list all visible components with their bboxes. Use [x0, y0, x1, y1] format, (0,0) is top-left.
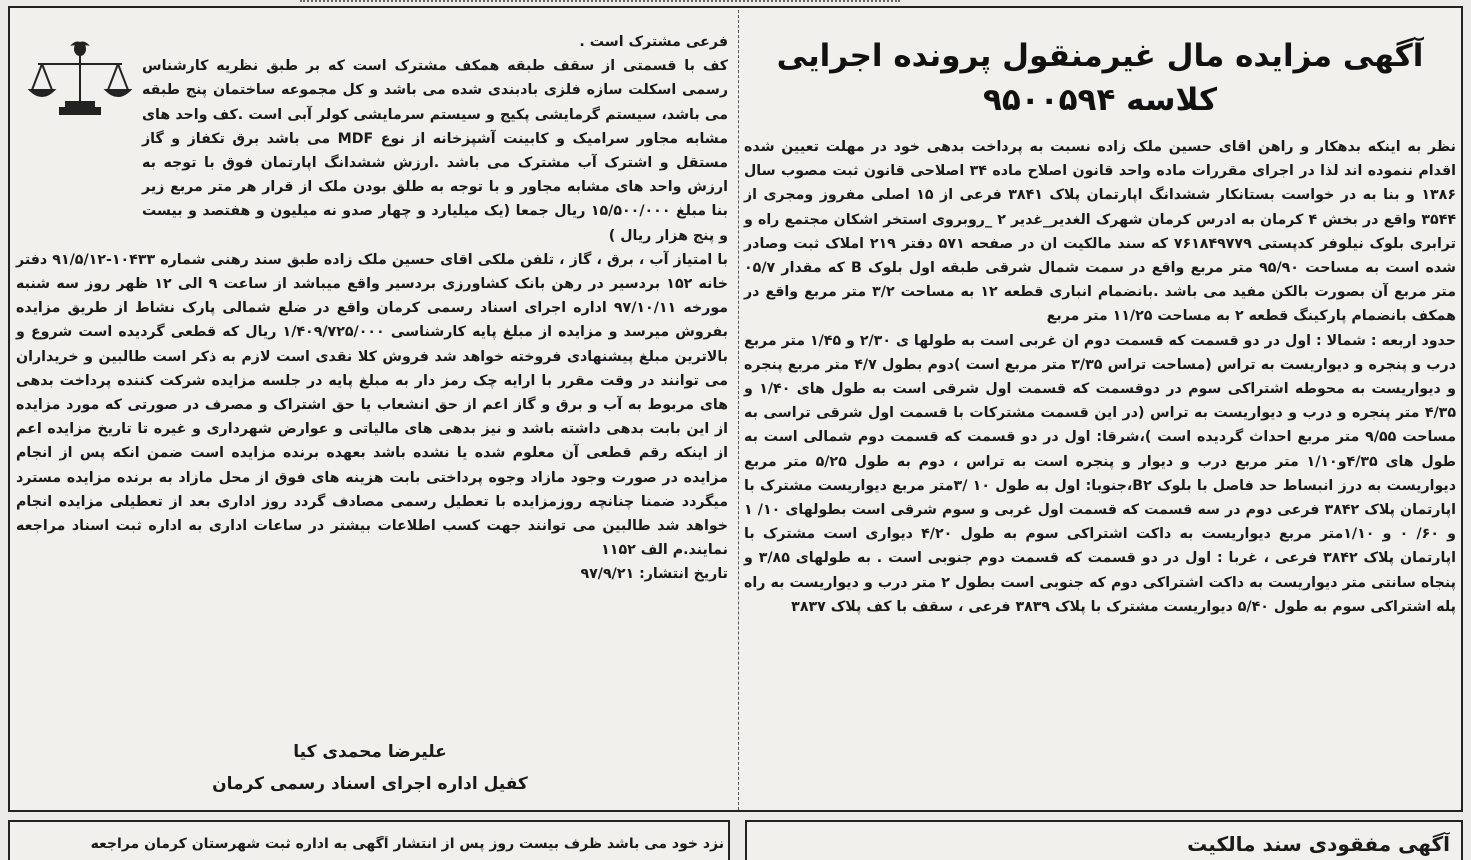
left-column-body	[16, 30, 728, 587]
right-paragraph-1: نظر به اینکه بدهکار و راهن اقای حسین ملک زاده نسبت به پرداخت بدهی خود در مهلت تعیین شده اقدام ننموده اند لذا در اجرای مقررات ماده واحد قانون اصلاح ماده ۳۴ اصلاحی قانون ثبت مصوب سال ۱۳۸۶ و بنا به در خواست بستانکار ششدانگ اپارتمان پلاک ۳۸۴۱ فرعی از ۱۵ اصلی مفروز ومجری از ۳۵۴۴ واقع در بخش ۴ کرمان به ادرس کرمان شهرک الغدیر_غدیر ۲ _روبروی استخر اشکان مجتمع راه و ترابری بلوک نیلوفر کدپستی ۷۶۱۸۴۹۷۷۹ که سند مالکیت ان در صفحه ۵۷۱ دفتر ۲۱۹ املاک ثبت وصادر شده است به مساحت ۹۵/۹۰ متر مربع واقع در سمت شمال شرقی طبقه اول بلوک B که مقدار ۰۵/۷ متر مربع آن بصورت بالکن مفید می باشد .بانضمام انباری قطعه ۱۲ به مساحت ۳/۲ متر مربع واقع در همکف بانضمام پارکینگ قطعه ۲ به مساحت ۱۱/۲۵ متر مربع	[744, 139, 1457, 325]
column-divider	[738, 10, 739, 810]
signature-name: علیرضا محمدی کیا	[293, 742, 447, 762]
notice-title-line2: کلاسه ۹۵۰۰۵۹۴	[982, 82, 1218, 118]
next-notice-left-text: نزد خود می باشد ظرف بیست روز پس از انتشار آگهی به اداره ثبت شهرستان کرمان مراجعه	[90, 836, 724, 852]
left-paragraph-3: با امتیاز آب ، برق ، گاز ، تلفن ملکی اقای حسین ملک زاده طبق سند رهنی شماره ۱۰۴۳۳-۹۱/۵/۱۲ دفتر خانه ۱۵۲ بردسیر در رهن بانک کشاورزی بردسیر واقع میباشد از ساعت ۹ الی ۱۲ ظهر روز سه شنبه مورخه ۹۷/۱۰/۱۱ اداره اجرای اسناد رسمی کرمان واقع در ضلع شمالی پارک نشاط از طریق مزایده بفروش میرسد و مزایده از مبلغ پایه کارشناسی ۱/۴۰۹/۷۲۵/۰۰۰ ریال که قطعی گردیده است شروع و بالاترین مبلغ پیشنهادی فروخته خواهد شد فروش کلا نقدی است لازم به ذکر است طالبین و خریداران می توانند در وقت مقرر با ارایه چک رمز دار به مبلغ پایه در جلسه مزایده شرکت کننده پرداخت بدهی های مربوط به آب و برق و گاز اعم از حق انشعاب یا حق اشتراک و مصرف در صورتی که مورد مزایده از این بابت بدهی داشته باشد و نیز بدهی های مالیاتی و عوارض شهرداری و غیره تا تاریخ مزایده اعم از اینکه رقم قطعی آن معلوم شده یا نشده باشد بعهده برنده مزایده است ضمن انکه پس از انجام مزایده در صورت وجود مازاد وجوه پرداختی بابت هزینه های فوق از محل مازاد به برنده مزایده مسترد میگردد ضمنا چنانچه روزمزایده با تعطیل رسمی مصادف گردد روز اداری بعد از تعطیلی مزایده انجام خواهد شد طالبین می توانند جهت کسب اطلاعات بیشتر در ساعات اداری به اداره ثبت اسناد مراجعه نمایند.م الف ۱۱۵۲	[16, 251, 728, 559]
notice-title	[744, 34, 1456, 122]
notice-title-line1: آگهی مزایده مال غیرمنقول پرونده اجرایی	[776, 38, 1424, 74]
right-paragraph-2: حدود اربعه : شمالا : اول در دو قسمت که قسمت دوم ان غربی است به طولها ی ۲/۳۰ و ۱/۴۵ متر مربع درب و پنجره و دیواریست به تراس (مساحت تراس ۳/۳۵ متر مربع است )دوم بطول ۴/۷ متر مربع پنجره و دیواریست به محوطه اشتراکی سوم در دوقسمت که قسمت اول شرقی است به طول های ۱/۴۰ و ۴/۳۵ متر پنجره و درب و دیواریست به تراس (در این قسمت مشترکات با قسمت اول شرقی تراسی به مساحت ۹/۵۵ متر مربع احداث گردیده است )،شرقا: اول در دو قسمت که قسمت دوم شمالی است به طول های ۴/۳۵و۱/۱۰ متر مربع درب و دیوار و پنجره است به تراس ، دوم به طول ۵/۲۵ متر مربع دیواریست به درز انبساط حد فاصل با بلوک B۲،جنوبا: اول به طول ۱۰ /۳متر مربع دیواریست مشترک با اپارتمان پلاک ۳۸۴۲ فرعی دوم در سه قسمت که قسمت اول غربی و سوم شرقی است بطولهای ۱۰/ ۱ و ۶۰/ ۰ و ۱/۱۰متر مربع دیواریست به داکت اشتراکی سوم به طول ۴/۲۰ دیواری است مشترک با اپارتمان پلاک ۳۸۴۲ فرعی ، غربا : اول در دو قسمت که قسمت دوم جنوبی است . به طولهای ۳/۸۵ و پنجاه سانتی متر دیواریست به داکت اشتراکی دوم که جنوبی است بطول ۲ متر درب و دیواریست به راه پله اشتراکی سوم به طول ۵/۴۰ دیواریست مشترک با پلاک ۳۸۳۹ فرعی ، سقف با کف پلاک ۳۸۳۷	[744, 332, 1456, 615]
right-column-body	[744, 135, 1456, 619]
signature-role: کفیل اداره اجرای اسناد رسمی کرمان	[212, 774, 528, 794]
left-paragraph-2: کف با قسمتی از سقف طبقه همکف مشترک است که بر طبق نظریه کارشناس رسمی اسکلت سازه فلزی بادبندی شده می باشد و کل مجموعه ساختمان پنج طبقه می باشد، سیستم گرمایشی پکیج و سیستم سرمایشی کولر آبی است .کف واحد های مشابه مجاور سرامیک و کابینت آشپزخانه از نوع MDF می باشد برق تکفاز و گاز مستقل و اشترک آب مشترک می باشد .ارزش ششدانگ اپارتمان فوق با توجه به ارزش واحد های مشابه مجاور و با توجه به طلق بودن ملک از قرار هر متر مربع زیر بنا مبلغ ۱۵/۵۰۰/۰۰۰ ریال جمعا (یک میلیارد و چهار صدو نه میلیون و هفتصد و بیست و پنج هزار ریال )	[142, 58, 729, 244]
left-paragraph-1: فرعی مشترک است .	[579, 34, 728, 50]
next-notice-right-title: آگهی مفقودی سند مالکیت	[1187, 832, 1450, 856]
publish-date: تاریخ انتشار: ۹۷/۹/۲۱	[580, 566, 728, 583]
